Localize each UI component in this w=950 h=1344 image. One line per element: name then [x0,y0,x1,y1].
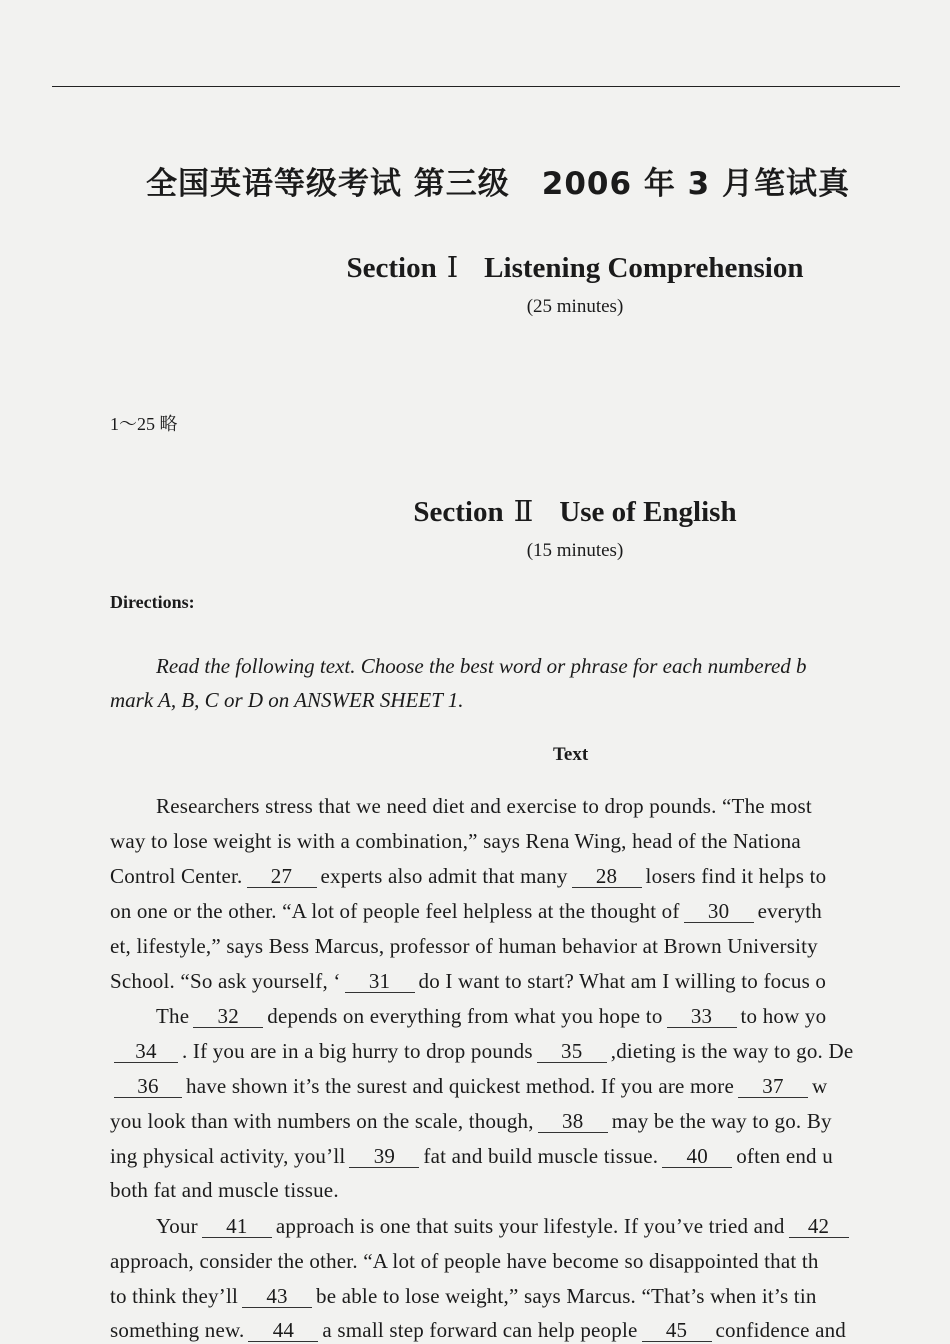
answer-blank-27: 27 [247,865,317,888]
passage-line [110,1144,833,1169]
passage-line [110,1249,819,1274]
answer-blank-37: 37 [738,1075,808,1098]
passage-text: confidence and [715,1318,846,1342]
answer-blank-30: 30 [684,900,754,923]
passage-text: depends on everything from what you hope to [267,1004,663,1028]
passage-text: The [156,1004,190,1028]
passage-line [110,934,818,959]
page-title: 全国英语等级考试 第三级 2006 年 3 月笔试真 [146,166,851,202]
passage-text: on one or the other. “A lot of people feel helpless at the thought of [110,899,680,923]
passage-text: may be the way to go. By [611,1109,832,1133]
passage-text: w [811,1074,828,1098]
passage-text: approach is one that suits your lifestyle. If you’ve tried and [275,1214,785,1238]
passage-text: everyth [757,899,822,923]
section1-minutes: (25 minutes) [526,296,624,317]
passage-text: to how yo [740,1004,827,1028]
answer-blank-35: 35 [537,1040,607,1063]
section2-heading [0,494,950,529]
passage-text: a small step forward can help people [322,1318,638,1342]
section2-minutes: (15 minutes) [526,540,624,561]
passage-text: Researchers stress that we need diet and exercise to drop pounds. “The most [156,794,812,818]
passage-text: approach, consider the other. “A lot of people have become so disappointed that th [110,1249,819,1273]
header-rule [52,86,900,87]
passage-text: to think they’ll [110,1284,239,1308]
passage-line [110,1284,817,1309]
directions-label: Directions: [110,592,195,612]
passage-line [110,1074,827,1099]
passage-line [110,1178,339,1203]
passage-line [110,969,826,994]
answer-blank-41: 41 [202,1215,272,1238]
omitted-questions-note: 1～25 略 [110,414,178,434]
answer-blank-34: 34 [114,1040,178,1063]
answer-blank-43: 43 [242,1285,312,1308]
passage-line [110,829,801,854]
passage-text: you look than with numbers on the scale, though, [110,1109,534,1133]
passage-text: fat and build muscle tissue. [423,1144,659,1168]
answer-blank-28: 28 [572,865,642,888]
passage-text: way to lose weight is with a combination,” says Rena Wing, head of the Nationa [110,829,801,853]
passage-text: Control Center. [110,864,243,888]
passage-text: . If you are in a big hurry to drop pounds [182,1039,533,1063]
passage-text: have shown it’s the surest and quickest method. If you are more [186,1074,734,1098]
passage-text: both fat and muscle tissue. [110,1178,339,1202]
answer-blank-36: 36 [114,1075,182,1098]
passage-line [110,1039,853,1064]
answer-blank-45: 45 [642,1319,712,1342]
section2-label: Section [413,496,504,528]
answer-blank-44: 44 [248,1319,318,1342]
passage-line [110,864,826,889]
passage-text: Your [156,1214,198,1238]
passage-line [110,1109,832,1134]
passage-text: often end u [736,1144,833,1168]
answer-blank-33: 33 [667,1005,737,1028]
answer-blank-42: 42 [789,1215,849,1238]
passage-text: School. “So ask yourself, ‘ [110,969,341,993]
answer-blank-32: 32 [193,1005,263,1028]
answer-blank-38: 38 [538,1110,608,1133]
passage-text: ing physical activity, you’ll [110,1144,346,1168]
section2-numeral: Ⅱ [513,496,534,528]
passage-line [110,899,822,924]
passage-text: be able to lose weight,” says Marcus. “That’s when it’s tin [316,1284,817,1308]
passage-text: something new. [110,1318,245,1342]
answer-blank-31: 31 [345,970,415,993]
passage-text: experts also admit that many [320,864,568,888]
passage-text: et, lifestyle,” says Bess Marcus, professor of human behavior at Brown University [110,934,818,958]
passage-line [156,1214,853,1239]
passage-text: losers find it helps to [645,864,827,888]
directions-line-1: Read the following text. Choose the best word or phrase for each numbered b [156,654,807,678]
passage-text: do I want to start? What am I willing to focus o [418,969,827,993]
passage-line [110,1318,846,1343]
section2-name: Use of English [559,496,737,528]
section1-name: Listening Comprehension [484,252,804,284]
passage-line [156,794,812,819]
section1-numeral: Ⅰ [446,252,459,284]
passage-line [156,1004,826,1029]
directions-line-2: mark A, B, C or D on ANSWER SHEET 1. [110,688,464,712]
section1-heading [0,250,950,285]
passage-text: ,dieting is the way to go. De [610,1039,854,1063]
section1-label: Section [346,252,437,284]
answer-blank-39: 39 [349,1145,419,1168]
answer-blank-40: 40 [662,1145,732,1168]
text-label: Text [553,744,589,765]
